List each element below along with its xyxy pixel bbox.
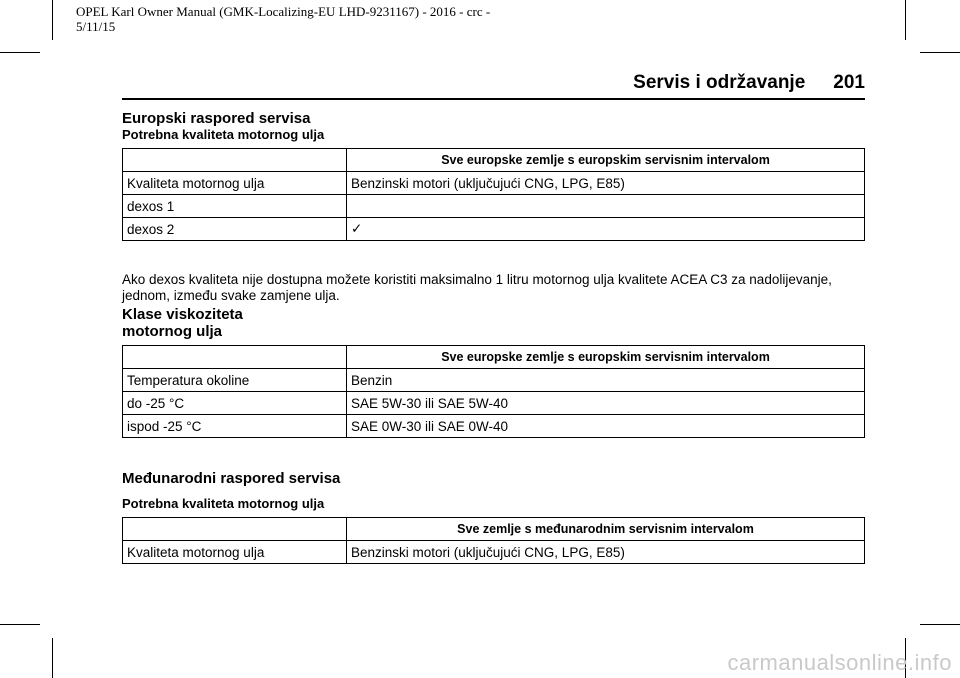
table-header-cell — [123, 518, 347, 541]
section-title: Servis i održavanje — [633, 72, 806, 93]
table-cell: SAE 5W-30 ili SAE 5W-40 — [347, 392, 865, 415]
eu-oil-quality-table — [122, 148, 865, 241]
table-header-row — [123, 518, 865, 541]
crop-mark — [920, 624, 960, 625]
intl-section-subtitle: Potrebna kvaliteta motornog ulja — [122, 496, 325, 511]
table-cell: do -25 °C — [123, 392, 347, 415]
table-header-cell: Sve zemlje s međunarodnim servisnim intervalom — [347, 518, 865, 541]
document-header-line1: OPEL Karl Owner Manual (GMK-Localizing-EU LHD-9231167) - 2016 - crc - — [76, 4, 491, 19]
table-header-cell — [123, 346, 347, 369]
table-cell: Benzinski motori (uključujući CNG, LPG, E85) — [347, 172, 865, 195]
table-cell: Benzin — [347, 369, 865, 392]
intl-section-title: Međunarodni raspored servisa — [122, 470, 341, 487]
table-row — [123, 392, 865, 415]
intl-oil-quality-table — [122, 517, 865, 564]
table-cell: Benzinski motori (uključujući CNG, LPG, E85) — [347, 541, 865, 564]
viscosity-table — [122, 345, 865, 438]
eu-section-title: Europski raspored servisa — [122, 110, 311, 127]
table-header-cell: Sve europske zemlje s europskim servisnim intervalom — [347, 346, 865, 369]
table-cell: Temperatura okoline — [123, 369, 347, 392]
document-header-line2: 5/11/15 — [76, 19, 116, 34]
table-cell: ispod -25 °C — [123, 415, 347, 438]
crop-mark — [52, 0, 53, 40]
table-header-row — [123, 346, 865, 369]
table-header-cell: Sve europske zemlje s europskim servisnim intervalom — [347, 149, 865, 172]
crop-mark — [0, 52, 40, 53]
watermark: carmanualsonline.info — [727, 650, 952, 675]
table-row — [123, 415, 865, 438]
table-cell: Kvaliteta motornog ulja — [123, 172, 347, 195]
table-header-cell — [123, 149, 347, 172]
document-header — [76, 4, 496, 34]
checkmark-cell: ✓ — [347, 218, 865, 241]
table-row — [123, 541, 865, 564]
table-cell: Kvaliteta motornog ulja — [123, 541, 347, 564]
table-cell: SAE 0W-30 ili SAE 0W-40 — [347, 415, 865, 438]
heading-divider — [122, 98, 865, 100]
crop-mark — [52, 638, 53, 678]
table-row — [123, 172, 865, 195]
page-number: 201 — [833, 72, 865, 93]
dexos-note: Ako dexos kvaliteta nije dostupna možete koristiti maksimalno 1 litru motornog ulja kvalitete ACEA C3 za nadolijevanje, jednom, između svake zamjene ulja. — [122, 272, 832, 303]
table-cell: dexos 1 — [123, 195, 347, 218]
table-row — [123, 195, 865, 218]
page-heading — [122, 72, 865, 94]
viscosity-title-line1: Klase viskoziteta — [122, 306, 243, 323]
crop-mark — [0, 624, 40, 625]
eu-section-subtitle: Potrebna kvaliteta motornog ulja — [122, 127, 325, 142]
table-header-row — [123, 149, 865, 172]
table-row — [123, 369, 865, 392]
viscosity-title-line2: motornog ulja — [122, 323, 222, 340]
table-cell: dexos 2 — [123, 218, 347, 241]
table-cell — [347, 195, 865, 218]
crop-mark — [920, 52, 960, 53]
table-row — [123, 218, 865, 241]
crop-mark — [905, 0, 906, 40]
